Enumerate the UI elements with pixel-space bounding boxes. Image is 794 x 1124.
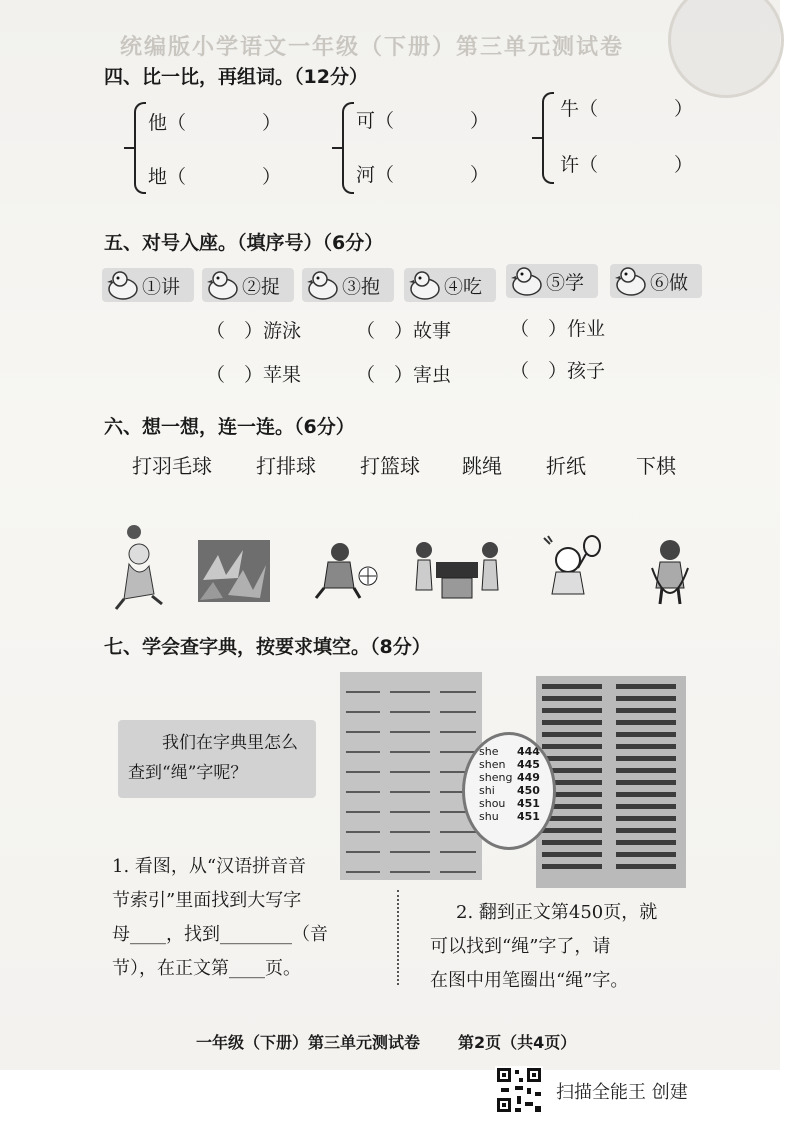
index-page: 451: [517, 810, 540, 823]
word-card-label: ④吃: [444, 275, 483, 298]
q2-line3: 在图中用笔圈出“绳”字。: [430, 970, 629, 991]
fill-swim: （ ）游泳: [206, 320, 302, 342]
group3-item1: 牛（ ）: [560, 98, 694, 120]
word-card-4: [404, 268, 496, 302]
word-card-label: ①讲: [142, 275, 181, 298]
magnifier-circle: [462, 732, 556, 850]
brace-1: [134, 102, 146, 194]
bubble-line2: 查到“绳”字呢？: [128, 763, 248, 783]
fill-homework: （ ）作业: [510, 318, 606, 340]
index-row: [479, 758, 540, 771]
index-syllable: shen: [479, 758, 506, 771]
index-syllable: shou: [479, 797, 506, 810]
chick-icon: [206, 270, 240, 300]
qr-code-icon: [495, 1066, 543, 1114]
q1-line2: 节索引”里面找到大写字: [112, 890, 302, 911]
index-page: 449: [517, 771, 540, 784]
word-card-label: ⑥做: [650, 271, 689, 294]
fill-pest: （ ）害虫: [356, 364, 452, 386]
origami-cranes-image: [198, 540, 270, 602]
ghost-header: 统编版小学语文一年级（下册）第三单元测试卷: [120, 34, 625, 60]
word-card-label: ③抱: [342, 275, 381, 298]
index-syllable: shu: [479, 810, 499, 823]
word-card-5: [506, 264, 598, 298]
index-syllable: shi: [479, 784, 495, 797]
index-row: [479, 810, 540, 823]
dictionary-page-photo: [536, 676, 686, 888]
chick-icon: [306, 270, 340, 300]
index-row: [479, 771, 540, 784]
activity-jump-rope: 跳绳: [462, 454, 502, 478]
volleyball-kid-image: [114, 524, 164, 614]
word-card-3: [302, 268, 394, 302]
word-card-6: [610, 264, 702, 298]
footer-page: 第2页（共4页）: [458, 1033, 577, 1052]
chess-players-image: [412, 540, 502, 604]
word-card-label: ⑤学: [546, 271, 585, 294]
group2-item1: 可（ ）: [356, 110, 490, 132]
q1-line4: 节），在正文第____页。: [112, 958, 301, 979]
q1-line1: 1. 看图，从“汉语拼音音: [112, 856, 307, 877]
chick-icon: [614, 266, 648, 296]
group3-item2: 许（ ）: [560, 154, 694, 176]
index-row: [479, 797, 540, 810]
activity-badminton: 打羽毛球: [132, 454, 212, 478]
jump-rope-girl-image: [648, 538, 692, 610]
section5-title: 五、对号入座。（填序号）（6分）: [104, 232, 384, 254]
section7-title: 七、学会查字典，按要求填空。（8分）: [104, 636, 431, 658]
q2-line1: 2. 翻到正文第450页，就: [456, 902, 658, 923]
group1-item1: 他（ ）: [148, 112, 282, 134]
badminton-boy-image: [540, 532, 606, 604]
activity-volleyball: 打排球: [256, 454, 316, 478]
word-card-2: [202, 268, 294, 302]
index-row: [479, 784, 540, 797]
index-page: 444: [517, 745, 540, 758]
index-syllable: she: [479, 745, 499, 758]
word-card-label: ②捉: [242, 275, 281, 298]
q2-line2: 可以找到“绳”字了，请: [430, 936, 611, 957]
activity-origami: 折纸: [546, 454, 586, 478]
dictionary-index-photo: [340, 672, 482, 880]
index-row: [479, 745, 540, 758]
index-page: 450: [517, 784, 540, 797]
group1-item2: 地（ ）: [148, 166, 282, 188]
divider-dotted: [397, 890, 399, 985]
activity-chess: 下棋: [636, 454, 676, 478]
bubble-line1: 我们在字典里怎么: [162, 733, 298, 753]
q1-line3: 母____，找到________（音: [112, 924, 328, 945]
index-page: 451: [517, 797, 540, 810]
section6-title: 六、想一想，连一连。（6分）: [104, 416, 355, 438]
activity-basketball: 打篮球: [360, 454, 420, 478]
index-page: 445: [517, 758, 540, 771]
section4-title: 四、比一比，再组词。（12分）: [104, 66, 368, 88]
index-syllable: sheng: [479, 771, 513, 784]
brace-2: [342, 102, 354, 194]
word-card-1: [102, 268, 194, 302]
question-bubble: [118, 720, 316, 798]
brace-3: [542, 92, 554, 184]
footer-title: 一年级（下册）第三单元测试卷: [196, 1033, 421, 1052]
basketball-girl-image: [310, 540, 380, 600]
fill-story: （ ）故事: [356, 320, 452, 342]
fill-child: （ ）孩子: [510, 360, 606, 382]
fill-apple: （ ）苹果: [206, 364, 302, 386]
chick-icon: [408, 270, 442, 300]
chick-icon: [510, 266, 544, 296]
scanner-watermark: 扫描全能王 创建: [556, 1082, 688, 1103]
group2-item2: 河（ ）: [356, 164, 490, 186]
chick-icon: [106, 270, 140, 300]
